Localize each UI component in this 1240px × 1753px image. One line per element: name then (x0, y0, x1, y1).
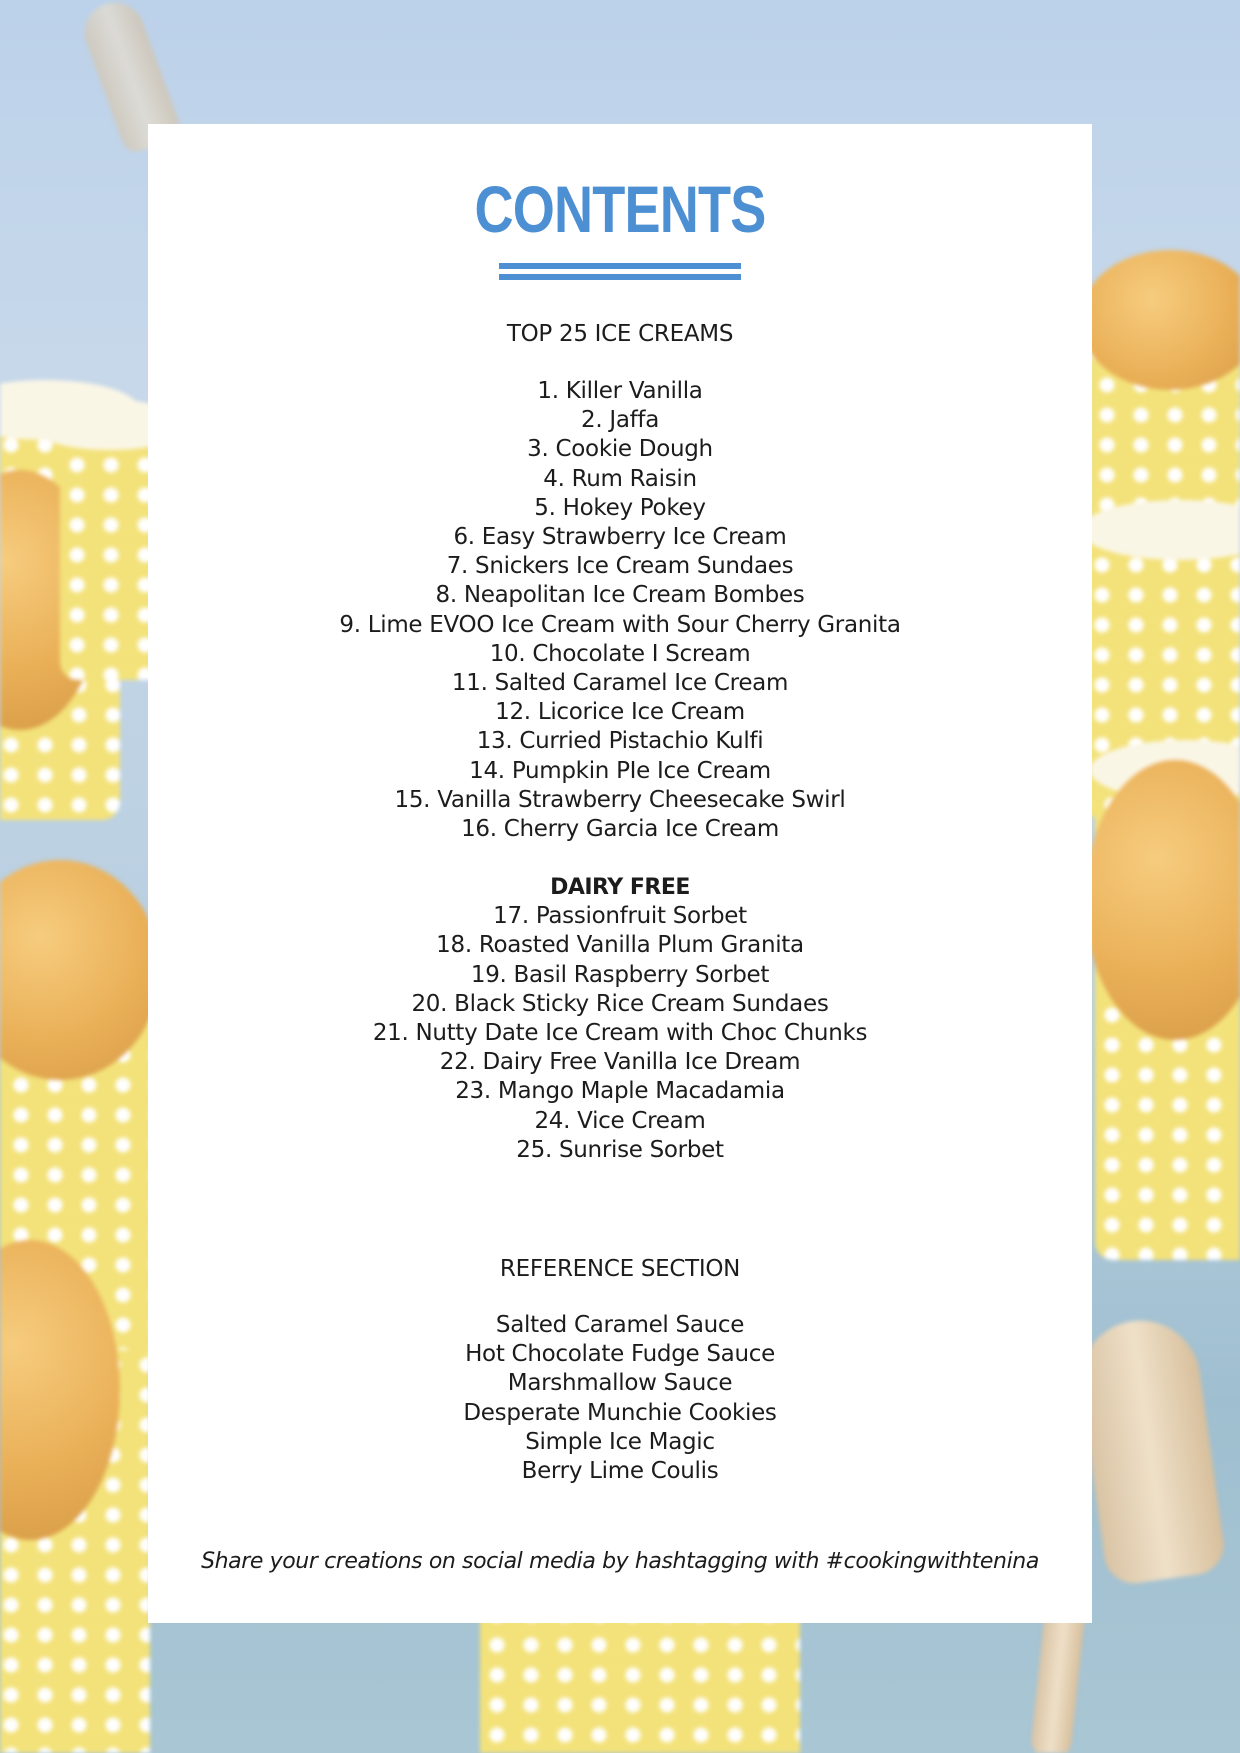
dairy-free-list (148, 873, 1092, 1165)
list-item: 3. Cookie Dough (527, 436, 713, 463)
list-item: Berry Lime Coulis (521, 1458, 719, 1485)
list-item: 14. Pumpkin PIe Ice Cream (469, 757, 771, 784)
list-item: 7. Snickers Ice Cream Sundaes (446, 553, 794, 580)
list-item: 17. Passionfruit Sorbet (493, 903, 747, 930)
list-item: 21. Nutty Date Ice Cream with Choc Chunks (372, 1020, 868, 1047)
list-item: 12. Licorice Ice Cream (495, 699, 745, 726)
title-underline (499, 263, 741, 269)
list-item: 9. Lime EVOO Ice Cream with Sour Cherry Granita (339, 611, 901, 638)
list-item: 24. Vice Cream (534, 1107, 706, 1134)
section-heading-top-25: TOP 25 ICE CREAMS (506, 321, 734, 347)
list-item: Marshmallow Sauce (507, 1370, 733, 1397)
list-item: 19. Basil Raspberry Sorbet (470, 961, 770, 988)
section-heading-reference: REFERENCE SECTION (499, 1256, 741, 1282)
list-item: 11. Salted Caramel Ice Cream (451, 670, 789, 697)
page-title: CONTENTS (474, 172, 766, 246)
list-item: 13. Curried Pistachio Kulfi (476, 728, 764, 755)
list-item: 10. Chocolate I Scream (489, 640, 751, 667)
list-item: 22. Dairy Free Vanilla Ice Dream (439, 1049, 801, 1076)
list-item: 2. Jaffa (580, 407, 660, 434)
list-item: Simple Ice Magic (525, 1428, 715, 1455)
list-item: 15. Vanilla Strawberry Cheesecake Swirl (394, 786, 846, 813)
top-25-list (148, 377, 1092, 844)
list-item: 20. Black Sticky Rice Cream Sundaes (411, 990, 829, 1017)
list-item: 4. Rum Raisin (543, 465, 697, 492)
list-item: 5. Hokey Pokey (534, 494, 706, 521)
title-underline (499, 274, 741, 280)
section-heading-dairy-free: DAIRY FREE (550, 875, 690, 900)
list-item: Hot Chocolate Fudge Sauce (465, 1341, 775, 1368)
list-item: 16. Cherry Garcia Ice Cream (461, 816, 779, 843)
wooden-spoon-decoration (1072, 1313, 1227, 1587)
reference-list (148, 1311, 1092, 1486)
list-item: 6. Easy Strawberry Ice Cream (453, 524, 787, 551)
list-item: Salted Caramel Sauce (495, 1312, 745, 1338)
list-item: 23. Mango Maple Macadamia (455, 1078, 785, 1105)
list-item: 18. Roasted Vanilla Plum Granita (436, 932, 804, 959)
list-item: 8. Neapolitan Ice Cream Bombes (435, 582, 805, 609)
list-item: 25. Sunrise Sorbet (516, 1136, 724, 1163)
list-item: 1. Killer Vanilla (537, 378, 703, 404)
list-item: Desperate Munchie Cookies (463, 1399, 777, 1426)
social-share-footer: Share your creations on social media by hashtagging with #cookingwithtenina (201, 1549, 1039, 1574)
contents-page (148, 124, 1092, 1623)
